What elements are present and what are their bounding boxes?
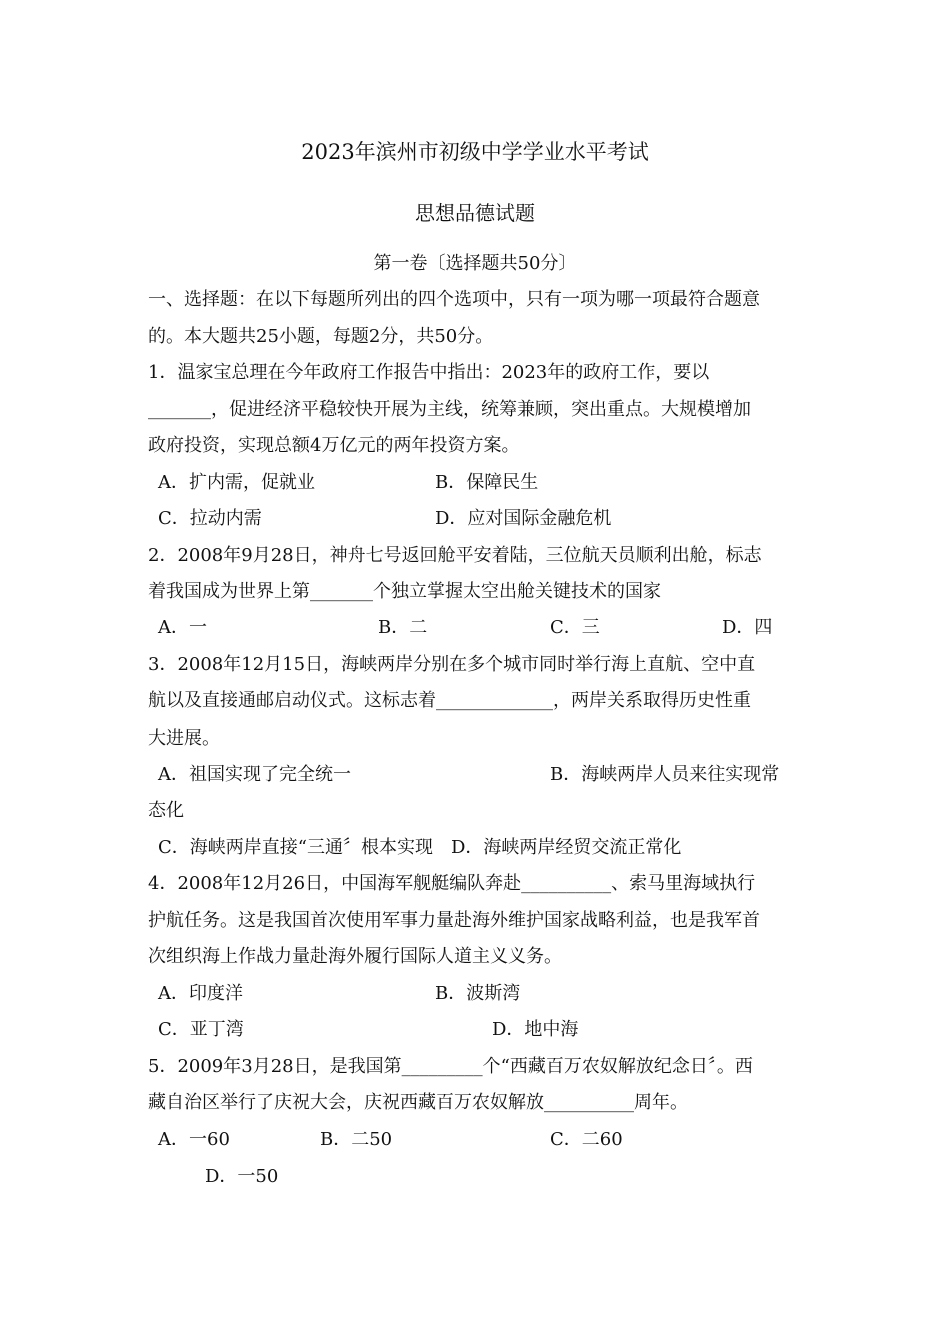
question-1-line-2: _______，促进经济平稳较快开展为主线，统筹兼顾，突出重点。大规模增加: [148, 399, 751, 420]
question-5-line-2: 藏自治区举行了庆祝大会，庆祝西藏百万农奴解放__________周年。: [148, 1092, 688, 1113]
question-1-option-b: B．保障民生: [435, 472, 539, 493]
question-5-option-b: B．二50: [320, 1129, 393, 1150]
question-1-line-1: 1．温家宝总理在今年政府工作报告中指出：2023年的政府工作，要以: [148, 362, 710, 383]
question-5-line-1: 5．2009年3月28日，是我国第_________个“西藏百万农奴解放纪念日〞。西: [148, 1056, 753, 1077]
question-3-options-c-d: C．海峡两岸直接“三通〞根本实现 D．海峡两岸经贸交流正常化: [158, 837, 682, 858]
question-4-option-b: B．波斯湾: [435, 983, 521, 1004]
question-5-option-a: A．一60: [158, 1129, 230, 1150]
question-2-line-1: 2．2008年9月28日，神舟七号返回舱平安着陆，三位航天员顺利出舱，标志: [148, 545, 762, 566]
question-4-option-c: C．亚丁湾: [158, 1019, 244, 1040]
instructions-line-2: 的。本大题共25小题，每题2分，共50分。: [148, 326, 494, 347]
question-3-option-a: A．祖国实现了完全统一: [158, 764, 351, 785]
question-1-option-d: D．应对国际金融危机: [435, 508, 612, 529]
question-4-line-3: 次组织海上作战力量赴海外履行国际人道主义义务。: [148, 946, 562, 967]
question-2-option-c: C．三: [550, 617, 600, 638]
question-3-option-b-continued: 态化: [148, 800, 184, 821]
document-subtitle: 思想品德试题: [415, 201, 535, 225]
question-2-option-a: A．一: [158, 617, 207, 638]
document-title: 2023年滨州市初级中学学业水平考试: [301, 140, 649, 164]
instructions-line-1: 一、选择题：在以下每题所列出的四个选项中，只有一项为哪一项最符合题意: [148, 289, 760, 310]
question-3-line-1: 3．2008年12月15日，海峡两岸分别在多个城市同时举行海上直航、空中直: [148, 654, 756, 675]
question-4-line-1: 4．2008年12月26日，中国海军舰艇编队奔赴__________、索马里海域执行: [148, 873, 756, 894]
question-4-option-a: A．印度洋: [158, 983, 243, 1004]
question-2-line-2: 着我国成为世界上第_______个独立掌握太空出舱关键技术的国家: [148, 581, 661, 602]
question-1-option-a: A．扩内需，促就业: [158, 472, 315, 493]
question-4-line-2: 护航任务。这是我国首次使用军事力量赴海外维护国家战略利益，也是我军首: [148, 910, 760, 931]
section-heading: 第一卷〔选择题共50分〕: [373, 253, 577, 274]
question-3-line-3: 大进展。: [148, 728, 220, 749]
question-4-option-d: D．地中海: [492, 1019, 579, 1040]
question-5-option-d: D．一50: [205, 1166, 279, 1187]
question-2-option-b: B．二: [378, 617, 428, 638]
question-5-option-c: C．二60: [550, 1129, 623, 1150]
question-1-line-3: 政府投资，实现总额4万亿元的两年投资方案。: [148, 435, 520, 456]
question-2-option-d: D．四: [722, 617, 773, 638]
question-3-option-b: B．海峡两岸人员来往实现常: [550, 764, 780, 785]
question-1-option-c: C．拉动内需: [158, 508, 262, 529]
question-3-line-2: 航以及直接通邮启动仪式。这标志着_____________，两岸关系取得历史性重: [148, 690, 751, 711]
